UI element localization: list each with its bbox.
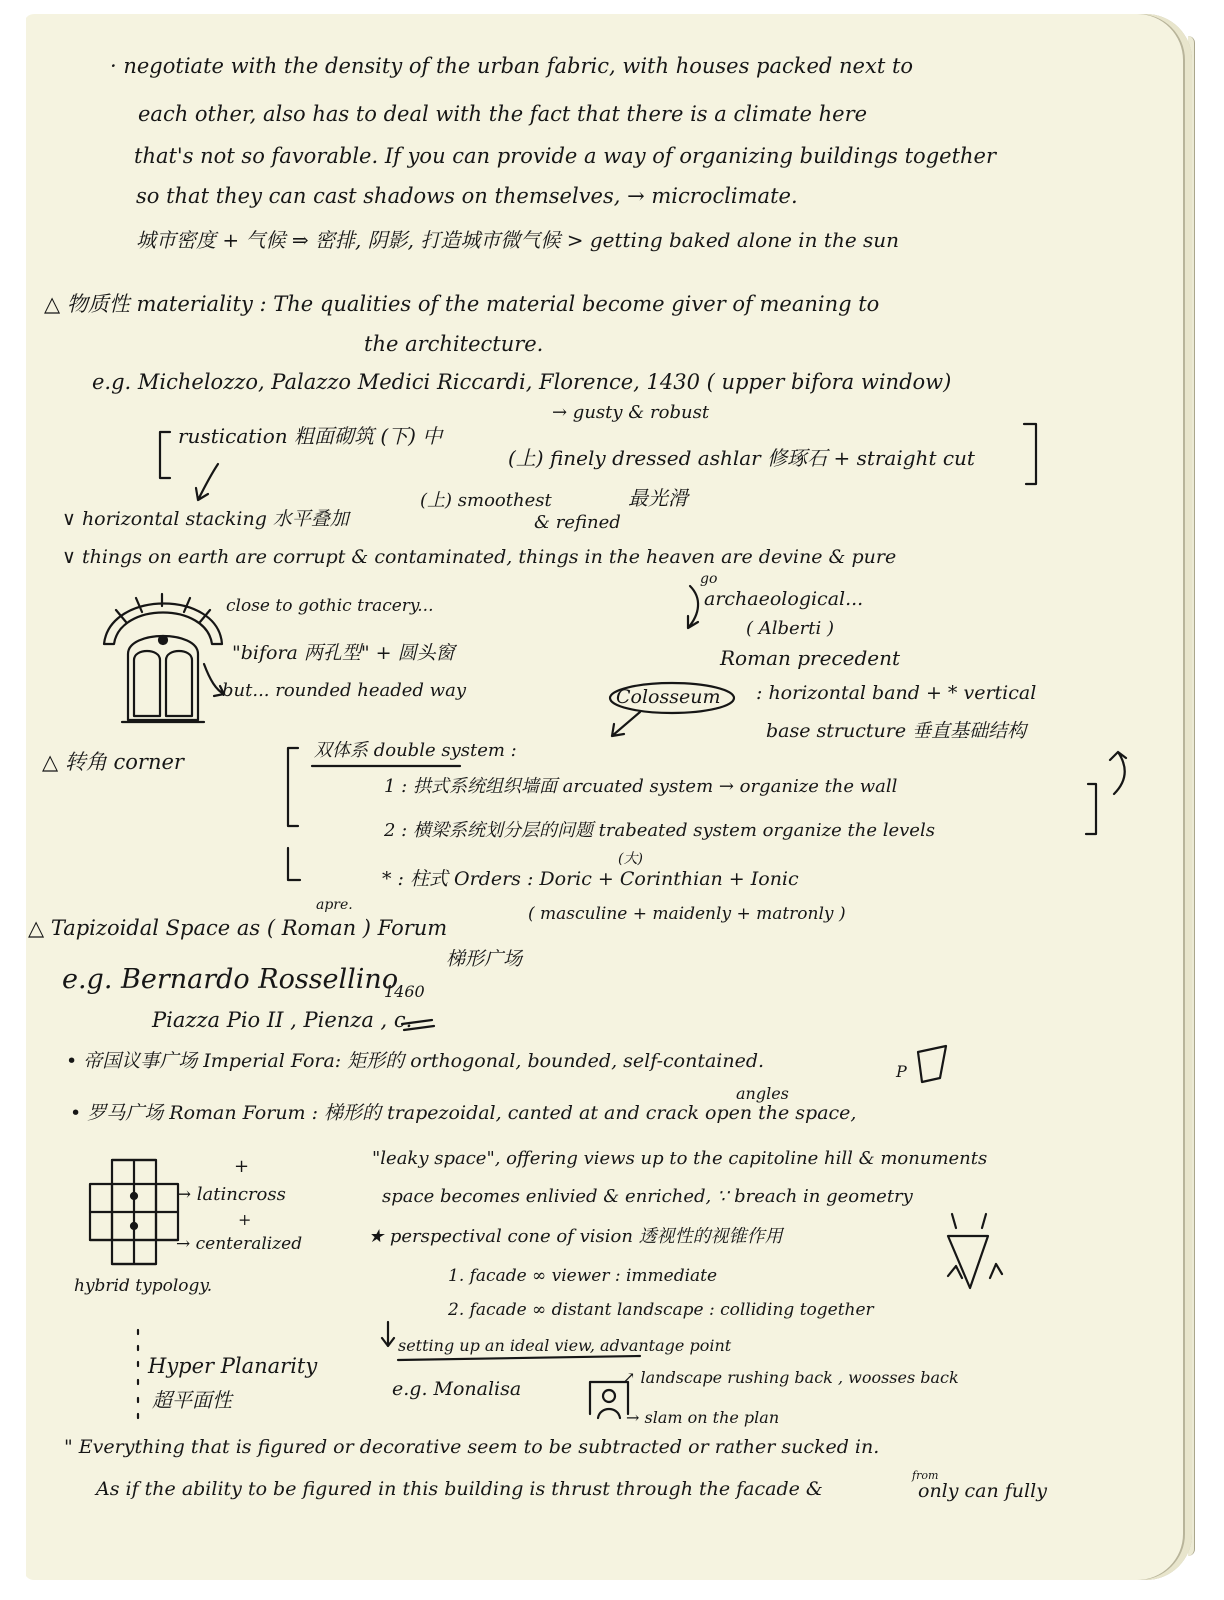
annotation: +: [238, 1210, 252, 1229]
annotation: & refined: [534, 512, 621, 533]
colosseum-circle: [610, 683, 734, 713]
note-line: the architecture.: [364, 332, 544, 356]
list-item: 2. facade ∞ distant landscape : colliding together: [448, 1300, 874, 1320]
example-line: e.g. Bernardo Rossellino: [62, 964, 399, 995]
annotation: 1460: [384, 982, 425, 1001]
latin-cross-plan-sketch: [90, 1160, 178, 1264]
annotation-circled: Colosseum: [616, 686, 721, 708]
annotation: archaeological...: [704, 588, 864, 610]
list-item: 1 : 拱式系统组织墙面 arcuated system → organize the wall: [384, 776, 898, 797]
annotation: P: [896, 1062, 907, 1081]
arrow-setting: [382, 1322, 394, 1346]
annotation: but... rounded headed way: [222, 680, 466, 701]
section-heading-trapezoidal: △ Tapizoidal Space as ( Roman ) Forum: [28, 916, 448, 940]
annotation: ( Alberti ): [746, 618, 835, 639]
note-line: ∨ horizontal stacking 水平叠加: [62, 508, 349, 530]
annotation: "bifora 两孔型" + 圆头窗: [232, 642, 455, 664]
quote-line: As if the ability to be figured in this building is thrust through the facade &: [96, 1478, 823, 1500]
corner-bracket-2: [288, 848, 300, 880]
note-line: rustication 粗面砌筑 (下) 中: [178, 424, 443, 448]
annotation: 超平面性: [152, 1388, 232, 1412]
annotation: → latincross: [176, 1184, 286, 1205]
cone-of-vision-sketch: [948, 1214, 1002, 1288]
quote-line: only can fully: [918, 1480, 1047, 1502]
example-line: Piazza Pio II , Pienza , c.: [152, 1008, 413, 1032]
arrow-colosseum: [612, 712, 640, 736]
annotation: angles: [736, 1084, 789, 1103]
annotation: ↗ landscape rushing back , woosses back: [622, 1368, 959, 1387]
note-line: 双体系 double system :: [314, 740, 517, 761]
bifora-window-sketch: [104, 594, 224, 722]
note-line: that's not so favorable. If you can provide a way of organizing buildings together: [134, 144, 996, 168]
note-line: (上) finely dressed ashlar 修琢石 + straight cut: [508, 446, 975, 470]
note-line: ★ perspectival cone of vision 透视性的视锥作用: [368, 1226, 783, 1247]
arrow-down: [196, 464, 218, 500]
quote-line: " Everything that is figured or decorative seem to be subtracted or rather sucked in.: [64, 1436, 880, 1458]
list-item: * : 柱式 Orders : Doric + Corinthian + Ionic: [382, 868, 799, 890]
curve-arrow: [1110, 752, 1126, 794]
list-item: 1. facade ∞ viewer : immediate: [448, 1266, 718, 1286]
example-line: e.g. Monalisa: [392, 1378, 522, 1400]
annotation: (大): [618, 851, 643, 867]
annotation: : horizontal band + * vertical: [756, 682, 1037, 704]
corner-bracket-1: [288, 748, 298, 826]
scribble: [402, 1020, 434, 1030]
annotation: go: [700, 571, 718, 587]
note-line: 城市密度 + 气候 ⇒ 密排, 阴影, 打造城市微气候 > getting baked alone in the sun: [136, 228, 900, 252]
note-line: ∨ things on earth are corrupt & contaminated, things in the heaven are devine & pure: [62, 546, 897, 568]
bullet-item: • 帝国议事广场 Imperial Fora: 矩形的 orthogonal, bounded, self-contained.: [66, 1050, 765, 1072]
annotation: → slam on the plan: [626, 1408, 780, 1427]
annotation: (上) smoothest: [420, 490, 552, 511]
annotation: Roman precedent: [720, 646, 901, 670]
trapezoid-sketch: [918, 1046, 946, 1082]
annotation: ( masculine + maidenly + matronly ): [528, 904, 846, 924]
annotation: Hyper Planarity: [148, 1354, 318, 1378]
note-line: each other, also has to deal with the fact that there is a climate here: [138, 102, 868, 126]
bullet-item: • 罗马广场 Roman Forum : 梯形的 trapezoidal, canted at and crack open the space,: [70, 1102, 857, 1124]
note-line-underlined: setting up an ideal view, advantage point: [398, 1336, 732, 1355]
note-line: "leaky space", offering views up to the capitoline hill & monuments: [372, 1148, 988, 1169]
underline-setting: [398, 1356, 640, 1360]
right-bracket: [1024, 424, 1036, 484]
annotation: 梯形广场: [446, 948, 523, 970]
annotation: +: [234, 1156, 250, 1177]
annotation: → gusty & robust: [552, 402, 710, 423]
example-line: e.g. Michelozzo, Palazzo Medici Riccardi, Florence, 1430 ( upper bifora window): [92, 370, 952, 394]
note-line: space becomes enlivied & enriched, ∵ breach in geometry: [382, 1186, 913, 1207]
list-item: 2 : 横梁系统划分层的问题 trabeated system organize the levels: [384, 820, 935, 841]
annotation: 最光滑: [628, 486, 688, 510]
section-heading-corner: △ 转角 corner: [42, 750, 184, 774]
annotation: from: [912, 1469, 939, 1482]
corner-right-bracket: [1086, 784, 1096, 834]
note-line: · negotiate with the density of the urban fabric, with houses packed next to: [110, 54, 914, 78]
annotation: base structure 垂直基础结构: [766, 720, 1027, 742]
annotation: apre.: [316, 897, 353, 913]
note-line: so that they can cast shadows on themselves, → microclimate.: [136, 184, 798, 208]
monalisa-sketch: [590, 1382, 628, 1418]
left-bracket: [160, 432, 170, 478]
arrow-archaeo: [688, 586, 698, 628]
section-heading-materiality: △ 物质性 materiality : The qualities of the material become giver of meaning to: [44, 292, 880, 316]
annotation: hybrid typology.: [74, 1276, 213, 1296]
annotation: → centeralized: [176, 1234, 303, 1254]
annotation: close to gothic tracery...: [226, 596, 434, 616]
